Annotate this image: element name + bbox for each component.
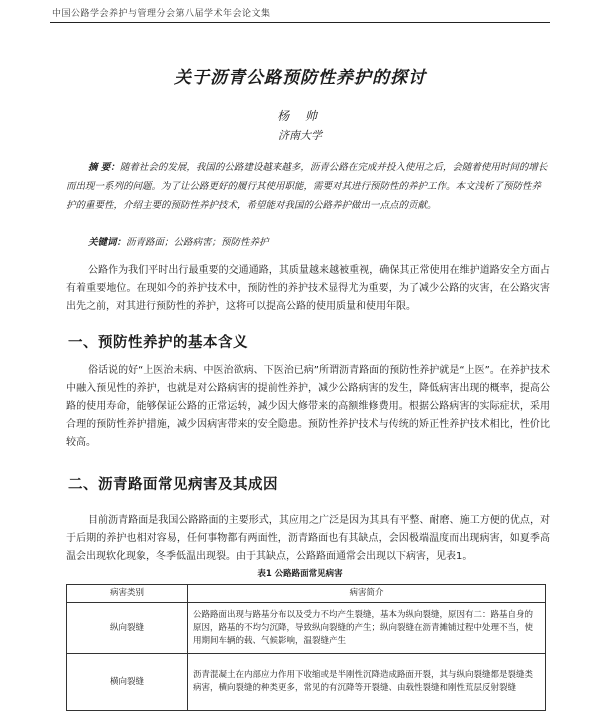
table-header-row [67,585,546,603]
paper-title: 关于沥青公路预防性养护的探讨 [174,68,426,88]
keywords-text: 沥青路面；公路病害；预防性养护 [126,237,269,248]
abstract-text: 随着社会的发展，我国的公路建设越来越多，沥青公路在完成并投入使用之后，会随着使用时间的增长而出现一系列的问题。为了让公路更好的履行其使用职能，需要对其进行预防性的养护工作。本文浅析了预防性养护的重要性，介绍主要的预防性养护技术，希望能对我国的公路养护做出一点点的贡献。 [66,162,548,211]
disease-table [66,584,546,711]
affiliation: 济南大学 [278,129,322,142]
running-head: 中国公路学会养护与管理分会第八届学术年会论文集 [52,9,271,19]
table-row [67,654,546,711]
table-cell-type: 横向裂缝 [67,654,188,711]
abstract-label: 摘 要： [88,162,120,173]
keywords-label: 关键词： [88,237,127,248]
intro-paragraph: 公路作为我们平时出行最重要的交通通路，其质量越来越被重视，确保其正常使用在维护道路安全方面占有着重要地位。在现如今的养护技术中，预防性的养护技术显得尤为重要，为了减少公路的灾害，在公路灾害出先之前，对其进行预防性的养护，这将可以提高公路的使用质量和使用年限。 [66,265,550,312]
author: 杨 帅 [277,109,323,123]
table-row [67,603,546,654]
section-heading-2: 二、沥青路面常见病害及其成因 [68,477,278,493]
table-cell-desc: 公路路面出现与路基分布以及受力不均产生裂缝，基本为纵向裂缝，原因有二：路基自身的原因，路基的不均匀沉降，导致纵向裂缝的产生；纵向裂缝在沥青摊铺过程中处理不当，使用期间车辆的载、气候影响，温裂缝产生 [188,603,546,654]
section-heading-1: 一、预防性养护的基本含义 [68,335,248,351]
table-caption: 表1 公路路面常见病害 [257,569,343,579]
abstract [66,158,550,215]
header-rule [50,22,550,23]
table-cell-type: 纵向裂缝 [67,603,188,654]
section2-paragraph: 目前沥青路面是我国公路路面的主要形式，其应用之广泛是因为其具有平整、耐磨、施工方便的优点，对于后期的养护也相对容易，任何事物都有两面性，沥青路面也有其缺点，会因极端温度而出现病害，如夏季高温会出现软化现象，冬季低温出现裂。由于其缺点，公路路面通常会出现以下病害，见表1。 [66,515,550,562]
table-header-type: 病害类别 [67,585,188,603]
table-header-desc: 病害简介 [188,585,546,603]
keywords [88,234,538,248]
table-cell-desc: 沥青混凝土在内部应力作用下收缩或是半刚性沉降造成路面开裂，其与纵向裂缝都是裂缝类病害，横向裂缝的种类更多，常见的有沉降等开裂缝、由载性裂缝和刚性荒层反射裂缝 [188,654,546,711]
section1-paragraph: 俗话说的好“上医治未病、中医治欲病、下医治已病”所谓沥青路面的预防性养护就是“上医”。在养护技术中融入预见性的养护，也就是对公路病害的提前性养护，减少公路病害的发生，降低病害出现的概率，提高公路的使用寿命，能够保证公路的正常运转，减少因大修带来的高额维修费用。根据公路病害的实际症状，采用合理的预防性养护措施，减少因病害带来的安全隐患。预防性养护技术与传统的矫正性养护技术相比，性价比较高。 [66,365,550,448]
